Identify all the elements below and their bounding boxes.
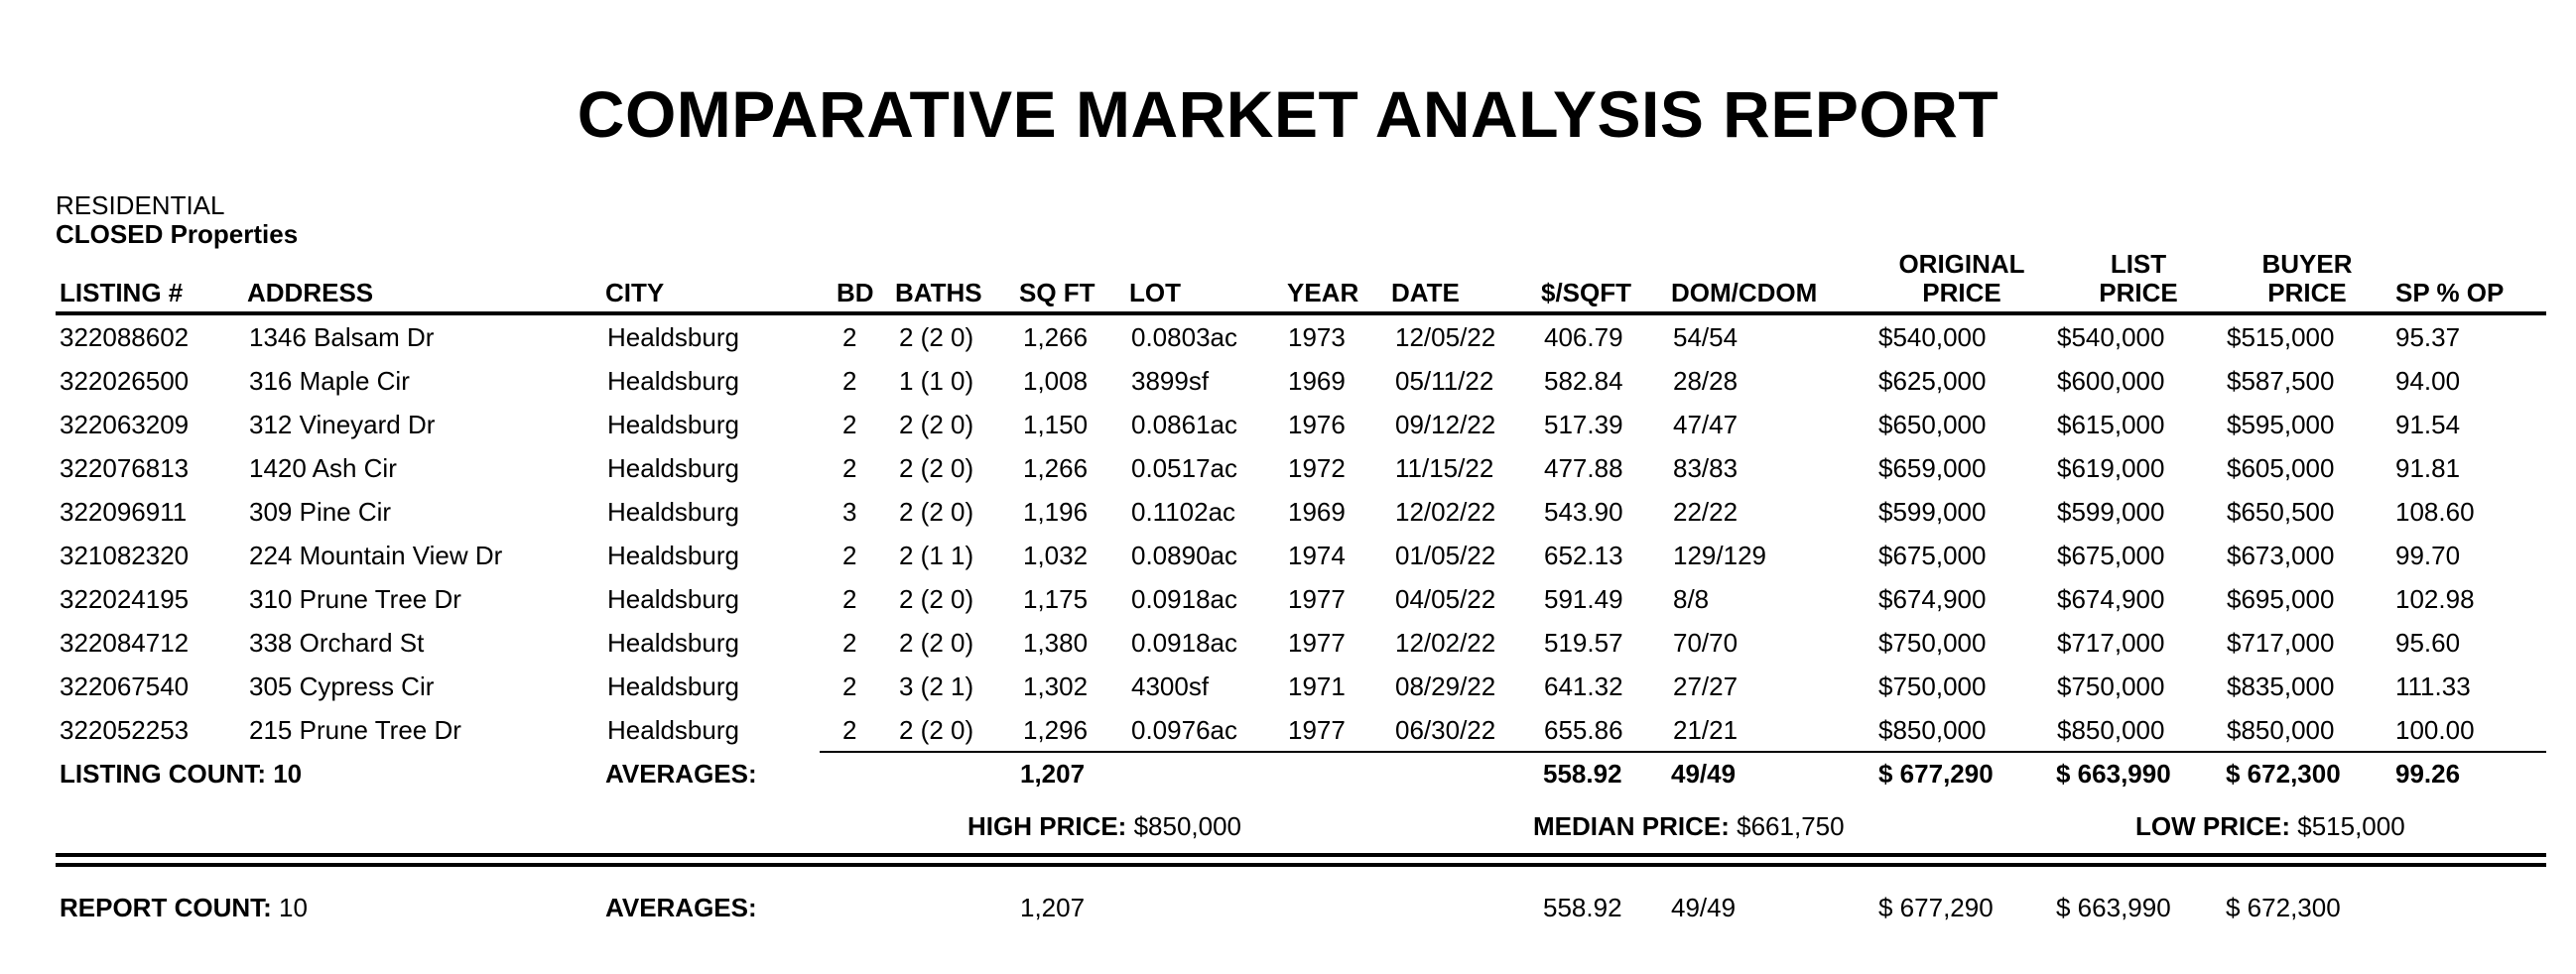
cell-sqft: 1,196 xyxy=(1023,497,1089,527)
cell-original-price: $850,000 xyxy=(1878,715,1987,745)
cell-buyer-price: $717,000 xyxy=(2227,628,2335,658)
status-section-heading: CLOSED Properties xyxy=(56,219,299,249)
cell-list-price: $717,000 xyxy=(2057,628,2165,658)
cell-list-price: $540,000 xyxy=(2057,322,2165,352)
cell-original-price: $675,000 xyxy=(1878,541,1987,570)
cell-bedrooms: 2 xyxy=(842,322,857,352)
cell-list-price: $599,000 xyxy=(2057,497,2165,527)
cell-dom-cdom: 21/21 xyxy=(1673,715,1739,745)
cell-list-price: $615,000 xyxy=(2057,410,2165,439)
cell-sp-op: 94.00 xyxy=(2395,366,2461,396)
cell-list-price: $850,000 xyxy=(2057,715,2165,745)
cell-bedrooms: 2 xyxy=(842,453,857,483)
cell-bedrooms: 2 xyxy=(842,628,857,658)
cell-city: Healdsburg xyxy=(607,715,739,745)
cell-lot-size: 3899sf xyxy=(1131,366,1210,396)
cell-buyer-price: $605,000 xyxy=(2227,453,2335,483)
cell-lot-size: 0.1102ac xyxy=(1131,497,1236,527)
cell-bedrooms: 2 xyxy=(842,584,857,614)
median-price-value: $661,750 xyxy=(1737,811,1845,841)
cell-close-date: 01/05/22 xyxy=(1395,541,1496,570)
col-header-list-line1: LIST xyxy=(2110,249,2167,279)
report-title: COMPARATIVE MARKET ANALYSIS REPORT xyxy=(577,77,1999,151)
col-header-city: CITY xyxy=(605,278,665,307)
cell-close-date: 08/29/22 xyxy=(1395,671,1496,701)
cell-close-date: 11/15/22 xyxy=(1395,453,1494,483)
cell-bedrooms: 2 xyxy=(842,541,857,570)
cell-baths: 3 (2 1) xyxy=(899,671,974,701)
cell-close-date: 06/30/22 xyxy=(1395,715,1496,745)
col-header-original-line2: PRICE xyxy=(1922,278,2001,307)
cell-buyer-price: $850,000 xyxy=(2227,715,2335,745)
cell-price-per-sqft: 591.49 xyxy=(1544,584,1623,614)
cell-close-date: 04/05/22 xyxy=(1395,584,1496,614)
median-price-label: MEDIAN PRICE: xyxy=(1533,811,1730,841)
cell-close-date: 12/05/22 xyxy=(1395,322,1496,352)
cell-dom-cdom: 8/8 xyxy=(1673,584,1710,614)
avg-buyer-price: $ 672,300 xyxy=(2226,759,2341,789)
cell-dom-cdom: 129/129 xyxy=(1673,541,1766,570)
cell-original-price: $540,000 xyxy=(1878,322,1987,352)
cell-address: 338 Orchard St xyxy=(249,628,425,658)
cell-lot-size: 0.0803ac xyxy=(1131,322,1237,352)
cell-city: Healdsburg xyxy=(607,541,739,570)
cell-bedrooms: 2 xyxy=(842,715,857,745)
col-header-listing: LISTING # xyxy=(60,278,184,307)
cell-original-price: $599,000 xyxy=(1878,497,1987,527)
cell-list-price: $674,900 xyxy=(2057,584,2165,614)
cell-dom-cdom: 28/28 xyxy=(1673,366,1739,396)
cell-price-per-sqft: 477.88 xyxy=(1544,453,1623,483)
cell-sqft: 1,380 xyxy=(1023,628,1089,658)
report-avg-dom-cdom: 49/49 xyxy=(1671,893,1737,922)
cell-dom-cdom: 83/83 xyxy=(1673,453,1739,483)
low-price-value: $515,000 xyxy=(2297,811,2405,841)
col-header-list-line2: PRICE xyxy=(2099,278,2178,307)
report-count-value: 10 xyxy=(279,893,308,922)
cell-close-date: 12/02/22 xyxy=(1395,628,1496,658)
cell-sp-op: 91.54 xyxy=(2395,410,2461,439)
high-price-stat xyxy=(967,811,1241,841)
cell-baths: 2 (2 0) xyxy=(899,410,974,439)
cell-price-per-sqft: 406.79 xyxy=(1544,322,1623,352)
cell-baths: 1 (1 0) xyxy=(899,366,974,396)
cell-buyer-price: $515,000 xyxy=(2227,322,2335,352)
cell-listing-number: 322024195 xyxy=(60,584,190,614)
cell-original-price: $674,900 xyxy=(1878,584,1987,614)
cell-year-built: 1969 xyxy=(1288,366,1346,396)
cell-baths: 2 (2 0) xyxy=(899,453,974,483)
cell-close-date: 09/12/22 xyxy=(1395,410,1496,439)
cell-price-per-sqft: 543.90 xyxy=(1544,497,1623,527)
col-header-buyer-line2: PRICE xyxy=(2267,278,2347,307)
section-divider-top xyxy=(56,853,2546,857)
property-category: RESIDENTIAL xyxy=(56,190,225,220)
col-header-original-price xyxy=(1882,250,2041,307)
cell-original-price: $750,000 xyxy=(1878,628,1987,658)
averages-label: AVERAGES: xyxy=(605,759,757,789)
cell-sp-op: 111.33 xyxy=(2395,671,2471,701)
cell-listing-number: 322096911 xyxy=(60,497,188,527)
avg-price-per-sqft: 558.92 xyxy=(1543,759,1622,789)
cell-list-price: $619,000 xyxy=(2057,453,2165,483)
cell-address: 309 Pine Cir xyxy=(249,497,392,527)
col-header-original-line1: ORIGINAL xyxy=(1898,249,2025,279)
low-price-stat xyxy=(2135,811,2405,841)
cell-year-built: 1972 xyxy=(1288,453,1346,483)
cell-price-per-sqft: 641.32 xyxy=(1544,671,1623,701)
cell-lot-size: 0.0918ac xyxy=(1131,584,1237,614)
cell-dom-cdom: 22/22 xyxy=(1673,497,1739,527)
cell-price-per-sqft: 517.39 xyxy=(1544,410,1623,439)
cell-year-built: 1971 xyxy=(1288,671,1346,701)
cell-original-price: $650,000 xyxy=(1878,410,1987,439)
cell-sqft: 1,175 xyxy=(1023,584,1089,614)
col-header-baths: BATHS xyxy=(895,278,982,307)
cell-city: Healdsburg xyxy=(607,628,739,658)
cell-bedrooms: 2 xyxy=(842,410,857,439)
averages-divider xyxy=(820,751,2546,753)
cell-city: Healdsburg xyxy=(607,584,739,614)
cell-price-per-sqft: 582.84 xyxy=(1544,366,1623,396)
cell-lot-size: 0.0861ac xyxy=(1131,410,1237,439)
cell-buyer-price: $695,000 xyxy=(2227,584,2335,614)
avg-sp-op: 99.26 xyxy=(2395,759,2461,789)
cell-sqft: 1,032 xyxy=(1023,541,1089,570)
col-header-sqft: SQ FT xyxy=(1019,278,1095,307)
cell-year-built: 1973 xyxy=(1288,322,1346,352)
col-header-price-per-sqft: $/SQFT xyxy=(1541,278,1632,307)
cell-sp-op: 100.00 xyxy=(2395,715,2475,745)
cell-listing-number: 322084712 xyxy=(60,628,190,658)
cell-baths: 2 (2 0) xyxy=(899,584,974,614)
cell-city: Healdsburg xyxy=(607,366,739,396)
report-avg-buyer-price: $ 672,300 xyxy=(2226,893,2341,922)
cell-close-date: 05/11/22 xyxy=(1395,366,1494,396)
cell-lot-size: 0.0918ac xyxy=(1131,628,1237,658)
cell-original-price: $625,000 xyxy=(1878,366,1987,396)
cell-dom-cdom: 47/47 xyxy=(1673,410,1739,439)
cell-sqft: 1,296 xyxy=(1023,715,1089,745)
cell-original-price: $659,000 xyxy=(1878,453,1987,483)
report-count-label: REPORT COUNT: xyxy=(60,893,272,922)
avg-original-price: $ 677,290 xyxy=(1878,759,1994,789)
cell-sqft: 1,302 xyxy=(1023,671,1089,701)
median-price-stat xyxy=(1533,811,1845,841)
cell-dom-cdom: 70/70 xyxy=(1673,628,1739,658)
cell-address: 312 Vineyard Dr xyxy=(249,410,436,439)
cell-address: 1346 Balsam Dr xyxy=(249,322,435,352)
cell-list-price: $675,000 xyxy=(2057,541,2165,570)
col-header-date: DATE xyxy=(1391,278,1460,307)
cell-listing-number: 321082320 xyxy=(60,541,190,570)
cell-list-price: $750,000 xyxy=(2057,671,2165,701)
cell-baths: 2 (1 1) xyxy=(899,541,974,570)
cell-year-built: 1974 xyxy=(1288,541,1346,570)
cell-baths: 2 (2 0) xyxy=(899,322,974,352)
cell-address: 224 Mountain View Dr xyxy=(249,541,503,570)
cell-listing-number: 322076813 xyxy=(60,453,190,483)
cell-city: Healdsburg xyxy=(607,497,739,527)
cell-sp-op: 95.60 xyxy=(2395,628,2461,658)
cell-address: 215 Prune Tree Dr xyxy=(249,715,461,745)
high-price-value: $850,000 xyxy=(1133,811,1242,841)
cell-address: 305 Cypress Cir xyxy=(249,671,435,701)
cell-year-built: 1977 xyxy=(1288,715,1346,745)
report-avg-list-price: $ 663,990 xyxy=(2056,893,2171,922)
cell-sp-op: 91.81 xyxy=(2395,453,2461,483)
cell-year-built: 1977 xyxy=(1288,584,1346,614)
cell-bedrooms: 3 xyxy=(842,497,857,527)
report-avg-original-price: $ 677,290 xyxy=(1878,893,1994,922)
cell-baths: 2 (2 0) xyxy=(899,628,974,658)
cell-price-per-sqft: 519.57 xyxy=(1544,628,1623,658)
cell-sp-op: 108.60 xyxy=(2395,497,2475,527)
cell-sqft: 1,008 xyxy=(1023,366,1089,396)
cell-lot-size: 0.0517ac xyxy=(1131,453,1237,483)
avg-list-price: $ 663,990 xyxy=(2056,759,2171,789)
col-header-sp-op: SP % OP xyxy=(2395,278,2505,307)
avg-dom-cdom: 49/49 xyxy=(1671,759,1737,789)
cell-address: 316 Maple Cir xyxy=(249,366,410,396)
cell-buyer-price: $835,000 xyxy=(2227,671,2335,701)
cell-list-price: $600,000 xyxy=(2057,366,2165,396)
cell-address: 310 Prune Tree Dr xyxy=(249,584,461,614)
col-header-dom-cdom: DOM/CDOM xyxy=(1671,278,1818,307)
cell-bedrooms: 2 xyxy=(842,366,857,396)
cell-sqft: 1,266 xyxy=(1023,453,1089,483)
col-header-address: ADDRESS xyxy=(247,278,374,307)
cell-sp-op: 99.70 xyxy=(2395,541,2461,570)
cell-listing-number: 322063209 xyxy=(60,410,190,439)
cell-listing-number: 322067540 xyxy=(60,671,190,701)
col-header-bd: BD xyxy=(837,278,874,307)
cell-lot-size: 0.0976ac xyxy=(1131,715,1237,745)
report-avg-sqft: 1,207 xyxy=(1020,893,1086,922)
cell-buyer-price: $595,000 xyxy=(2227,410,2335,439)
col-header-buyer-line1: BUYER xyxy=(2261,249,2353,279)
cell-price-per-sqft: 652.13 xyxy=(1544,541,1623,570)
report-averages-label: AVERAGES: xyxy=(605,893,757,922)
cell-dom-cdom: 27/27 xyxy=(1673,671,1739,701)
cell-close-date: 12/02/22 xyxy=(1395,497,1496,527)
cell-address: 1420 Ash Cir xyxy=(249,453,397,483)
cell-year-built: 1977 xyxy=(1288,628,1346,658)
cell-year-built: 1976 xyxy=(1288,410,1346,439)
cell-price-per-sqft: 655.86 xyxy=(1544,715,1623,745)
cell-buyer-price: $587,500 xyxy=(2227,366,2335,396)
col-header-buyer-price xyxy=(2238,250,2377,307)
avg-sqft: 1,207 xyxy=(1020,759,1086,789)
cell-lot-size: 4300sf xyxy=(1131,671,1210,701)
cell-city: Healdsburg xyxy=(607,671,739,701)
listing-count: LISTING COUNT: 10 xyxy=(60,759,303,789)
cell-sp-op: 95.37 xyxy=(2395,322,2461,352)
header-divider xyxy=(56,311,2546,315)
low-price-label: LOW PRICE: xyxy=(2135,811,2290,841)
cell-city: Healdsburg xyxy=(607,322,739,352)
cell-sqft: 1,150 xyxy=(1023,410,1089,439)
cell-listing-number: 322026500 xyxy=(60,366,190,396)
cell-sp-op: 102.98 xyxy=(2395,584,2475,614)
cell-lot-size: 0.0890ac xyxy=(1131,541,1237,570)
cell-city: Healdsburg xyxy=(607,453,739,483)
cell-bedrooms: 2 xyxy=(842,671,857,701)
cell-dom-cdom: 54/54 xyxy=(1673,322,1739,352)
cell-buyer-price: $650,500 xyxy=(2227,497,2335,527)
cell-buyer-price: $673,000 xyxy=(2227,541,2335,570)
report-count xyxy=(60,893,308,922)
cell-sqft: 1,266 xyxy=(1023,322,1089,352)
report-avg-price-per-sqft: 558.92 xyxy=(1543,893,1622,922)
high-price-label: HIGH PRICE: xyxy=(967,811,1127,841)
cell-baths: 2 (2 0) xyxy=(899,715,974,745)
cell-year-built: 1969 xyxy=(1288,497,1346,527)
cell-original-price: $750,000 xyxy=(1878,671,1987,701)
section-divider-bottom xyxy=(56,863,2546,867)
cell-listing-number: 322052253 xyxy=(60,715,190,745)
col-header-lot: LOT xyxy=(1129,278,1181,307)
cell-baths: 2 (2 0) xyxy=(899,497,974,527)
cell-city: Healdsburg xyxy=(607,410,739,439)
col-header-list-price xyxy=(2069,250,2208,307)
col-header-year: YEAR xyxy=(1287,278,1359,307)
cell-listing-number: 322088602 xyxy=(60,322,190,352)
